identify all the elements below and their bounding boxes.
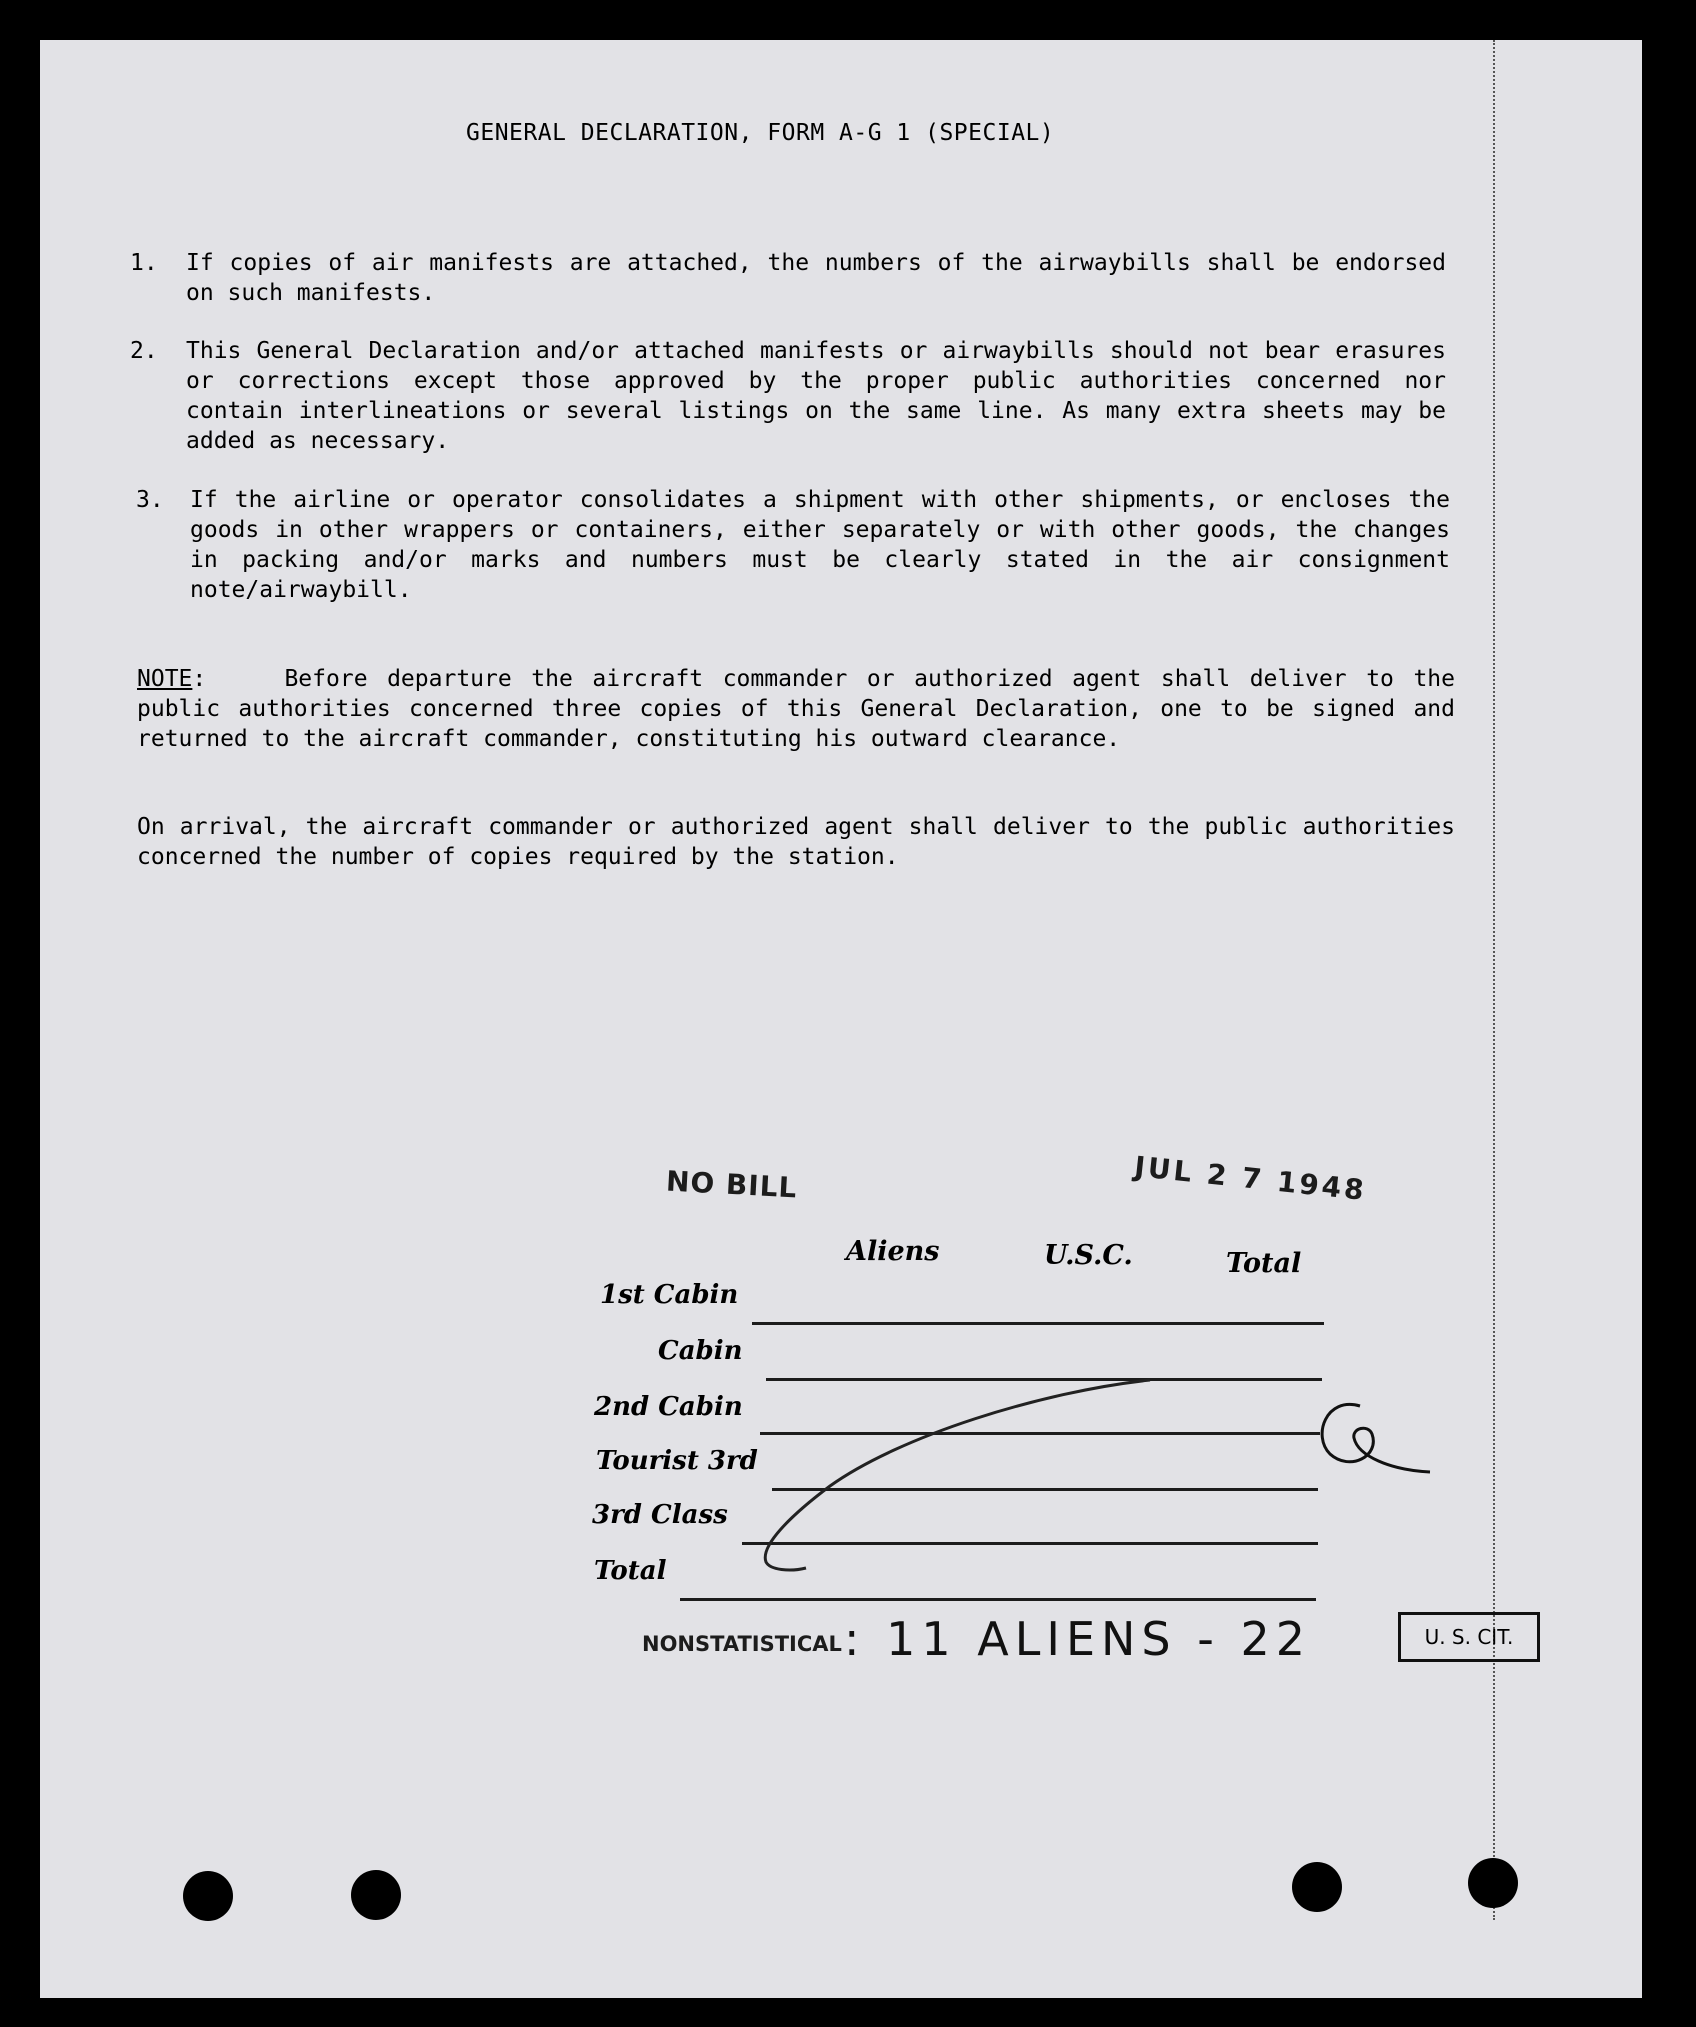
- column-header-aliens: Aliens: [846, 1236, 940, 1267]
- row-label-cabin: Cabin: [658, 1336, 743, 1366]
- punch-hole: [1292, 1862, 1342, 1912]
- date-stamp: JUL 2 7 1948: [1132, 1149, 1369, 1208]
- note-label: NOTE: [137, 666, 193, 692]
- item-number: 2.: [130, 338, 158, 364]
- no-bill-stamp: NO BILL: [665, 1164, 799, 1205]
- row-label-2nd-cabin: 2nd Cabin: [594, 1392, 743, 1422]
- instruction-item: [130, 336, 1510, 460]
- item-number: 3.: [136, 487, 164, 513]
- note-text: Before departure the aircraft commander or authorized agent shall deliver to the public authorities concerned three copies of this General Declaration, one to be signed and returned to the aircraft commander, constituting his outward clearance.: [137, 666, 1455, 752]
- item-text: If the airline or operator consolidates a shipment with other shipments, or encloses the goods in other wrappers or containers, either separately or with other goods, the changes in packing and/or marks and numbers must be clearly stated in the air consignment note/airwaybill.: [190, 487, 1450, 603]
- note-colon: :: [192, 666, 285, 692]
- handwritten-alien-count: : 11 ALIENS - 22: [844, 1612, 1311, 1666]
- row-label-1st-cabin: 1st Cabin: [600, 1280, 739, 1310]
- punch-hole: [1468, 1858, 1518, 1908]
- row-rule: [680, 1598, 1316, 1601]
- row-rule: [752, 1322, 1324, 1325]
- document-page: [40, 40, 1642, 1998]
- us-cit-box: U. S. CIT.: [1398, 1612, 1540, 1662]
- document-title: GENERAL DECLARATION, FORM A-G 1 (SPECIAL): [466, 120, 1055, 146]
- punch-hole: [183, 1871, 233, 1921]
- nonstatistical-label: NONSTATISTICAL: [642, 1632, 842, 1656]
- column-header-total: Total: [1226, 1248, 1302, 1279]
- item-number: 1.: [130, 250, 158, 276]
- punch-hole: [351, 1870, 401, 1920]
- instruction-item: [130, 485, 1510, 609]
- arrival-paragraph: On arrival, the aircraft commander or authorized agent shall deliver to the public authorities concerned the number of copies required by the station.: [137, 814, 1455, 870]
- note-paragraph: [137, 664, 1455, 754]
- column-header-usc: U.S.C.: [1044, 1240, 1133, 1271]
- handwritten-stroke: [740, 1376, 1460, 1576]
- item-text: If copies of air manifests are attached, the numbers of the airwaybills shall be endorsed on such manifests.: [186, 250, 1446, 306]
- row-label-total: Total: [594, 1556, 667, 1586]
- item-text: This General Declaration and/or attached manifests or airwaybills should not bear erasures or corrections except those approved by the proper public authorities concerned nor contain interlineations or several listings on the same line. As many extra sheets may be added as necessary.: [186, 338, 1446, 454]
- instruction-item: [130, 248, 1510, 312]
- row-label-3rd-class: 3rd Class: [592, 1500, 728, 1530]
- row-label-tourist-3rd: Tourist 3rd: [596, 1446, 758, 1476]
